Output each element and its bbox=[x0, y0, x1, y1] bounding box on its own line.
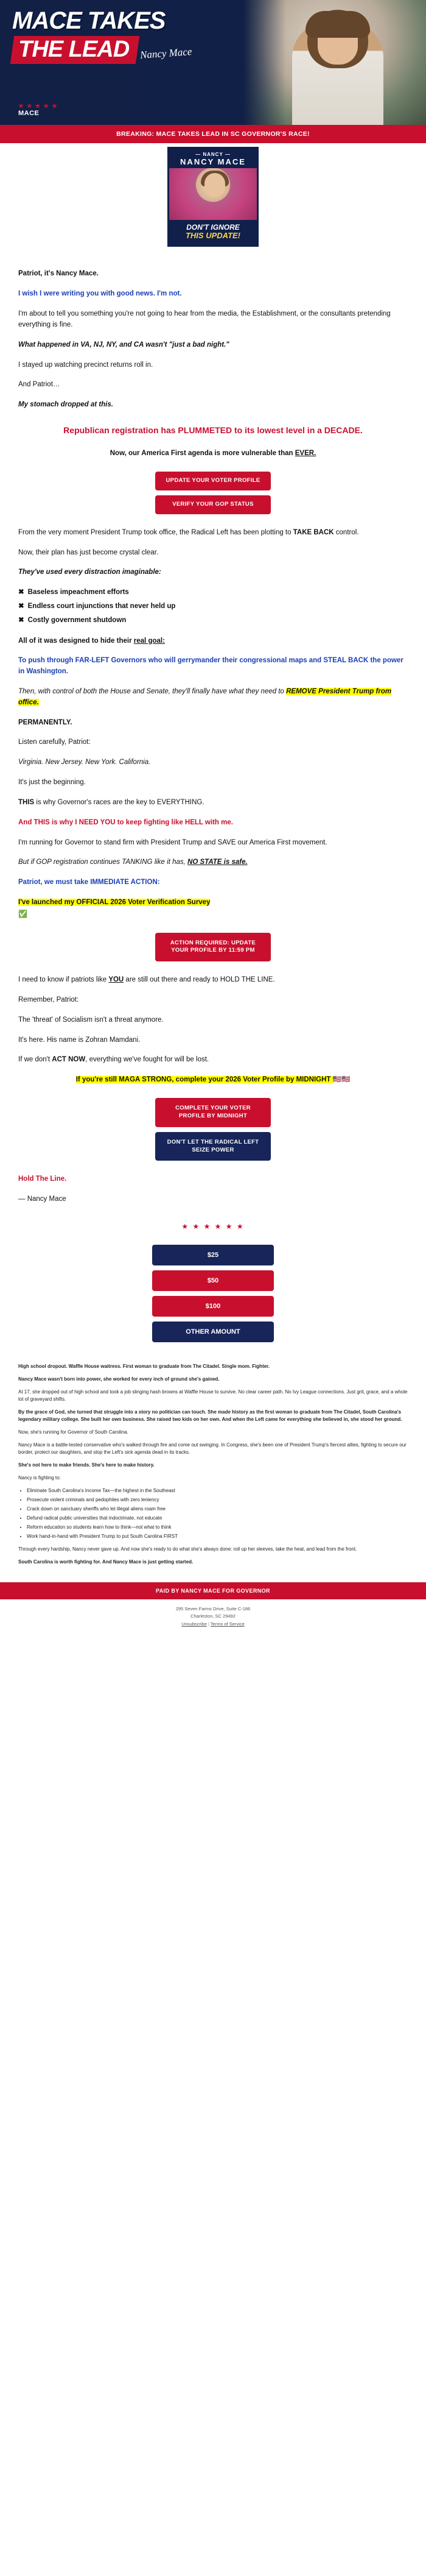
paragraph-19 bbox=[18, 798, 408, 809]
list-item: • Work hand-in-hand with President Trump to put South Carolina FIRST bbox=[27, 1533, 408, 1540]
paragraph-12 bbox=[18, 636, 408, 647]
paragraph-23: Patriot, we must take IMMEDIATE ACTION: bbox=[18, 879, 160, 886]
paragraph-14-highlight: REMOVE President Trump from office. bbox=[18, 688, 392, 706]
action-required-button-line-2: YOUR PROFILE BY 11:59 PM bbox=[171, 947, 255, 954]
paragraph-14-a: Then, with control of both the House and Senate, they'll finally have what they need to bbox=[18, 688, 287, 696]
paragraph-21: I'm running for Governor to stand firm with President Trump and SAVE our America First movement. bbox=[18, 838, 327, 846]
bio-paragraph-8: Nancy is fighting to: bbox=[18, 1474, 61, 1481]
donate-25-button[interactable]: $25 bbox=[152, 1245, 274, 1265]
bio-paragraph-5: Now, she's running for Governor of South Carolina. bbox=[18, 1429, 128, 1435]
distraction-list bbox=[18, 587, 408, 626]
card-caption-line-1: DON'T IGNORE bbox=[186, 223, 240, 232]
hero-line-2-box bbox=[10, 36, 139, 64]
cta-group-2 bbox=[18, 930, 408, 964]
paragraph-15: PERMANENTLY. bbox=[18, 718, 72, 726]
list-item-label: Baseless impeachment efforts bbox=[27, 589, 129, 596]
email-content bbox=[0, 258, 426, 1242]
list-item: • Prosecute violent criminals and pedophiles with zero leniency bbox=[27, 1496, 408, 1504]
paragraph-13: To push through FAR-LEFT Governors who will gerrymander their congressional maps and STEAL BACK the power in Washington. bbox=[18, 657, 403, 676]
hero-photo bbox=[243, 0, 426, 125]
paragraph-16: Listen carefully, Patriot: bbox=[18, 738, 91, 746]
bio-paragraph-3: At 17, she dropped out of high school and took a job slinging hash browns at Waffle House to survive. No clear career path. No Ivy League connections. Just grit, grace, and a whole lot of graveyard shifts. bbox=[18, 1389, 408, 1402]
paragraph-28-a: If we don't bbox=[18, 1056, 52, 1064]
card-caption bbox=[169, 220, 257, 245]
list-item bbox=[18, 615, 408, 626]
list-item: • Reform education so students learn how to think—not what to think bbox=[27, 1524, 408, 1531]
bio-paragraph-10: South Carolina is worth fighting for. And Nancy Mace is just getting started. bbox=[18, 1559, 194, 1565]
footer-city: Charleston, SC 29492 bbox=[190, 1613, 236, 1619]
star-divider: ★ ★ ★ ★ ★ ★ bbox=[181, 1222, 245, 1231]
paragraph-9 bbox=[18, 528, 408, 539]
list-item-label: Costly government shutdown bbox=[27, 616, 127, 624]
bio-paragraph-2: Nancy Mace wasn't born into power, she worked for every inch of ground she's gained. bbox=[18, 1376, 220, 1382]
hero-text bbox=[12, 9, 192, 64]
action-required-button-line-1: ACTION REQUIRED: UPDATE bbox=[170, 939, 256, 946]
paragraph-18: It's just the beginning. bbox=[18, 779, 86, 787]
complete-profile-button-line-2: PROFILE BY MIDNIGHT bbox=[178, 1112, 248, 1119]
list-item bbox=[18, 587, 408, 598]
paragraph-24 bbox=[18, 975, 408, 986]
paragraph-22 bbox=[18, 857, 408, 868]
verify-gop-status-button[interactable]: VERIFY YOUR GOP STATUS bbox=[155, 495, 271, 514]
card-name: NANCY MACE bbox=[180, 157, 246, 166]
hero-banner bbox=[0, 0, 426, 125]
action-required-button[interactable] bbox=[155, 933, 271, 962]
cta-group-1 bbox=[18, 469, 408, 517]
final-cta-flags: 🇺🇸🇺🇸 bbox=[332, 1076, 351, 1084]
paragraph-11: They've used every distraction imaginable: bbox=[18, 568, 161, 576]
card-caption-line-2: THIS UPDATE! bbox=[185, 231, 241, 241]
update-graphic[interactable] bbox=[0, 143, 426, 258]
paragraph-27: It's here. His name is Zohran Mamdani. bbox=[18, 1036, 141, 1044]
cta-group-3 bbox=[18, 1095, 408, 1163]
paragraph-24-a: I need to know if patriots like bbox=[18, 976, 109, 984]
x-mark-icon: ✖ bbox=[18, 602, 24, 610]
candidate-bio bbox=[0, 1361, 426, 1582]
stop-radical-left-button[interactable] bbox=[155, 1132, 271, 1161]
paragraph-4: What happened in VA, NJ, NY, and CA wasn't "just a bad night." bbox=[18, 341, 229, 349]
paragraph-12-b: real goal: bbox=[133, 637, 165, 645]
hero-hair-front bbox=[306, 11, 370, 38]
paragraph-6: And Patriot… bbox=[18, 381, 60, 389]
paragraph-17: Virginia. New Jersey. New York. California. bbox=[18, 759, 151, 766]
survey-announcement bbox=[18, 897, 408, 921]
check-icon: ✅ bbox=[18, 909, 27, 918]
paragraph-3: I'm about to tell you something you're not going to hear from the media, the Establishment, or the consultants pretending everything is fine. bbox=[18, 310, 391, 328]
bio-platform-list bbox=[27, 1487, 408, 1540]
paragraph-26: The 'threat' of Socialism isn't a threat anymore. bbox=[18, 1016, 164, 1024]
footer-address: 295 Seven Farms Drive, Suite C-186 bbox=[175, 1605, 251, 1612]
paragraph-22-b: NO STATE is safe. bbox=[187, 858, 248, 866]
paragraph-25: Remember, Patriot: bbox=[18, 996, 79, 1004]
logo-text: MACE bbox=[18, 110, 40, 117]
list-item: • Crack down on sanctuary sheriffs who let illegal aliens roam free bbox=[27, 1506, 408, 1513]
unsubscribe-link[interactable]: Unsubscribe bbox=[181, 1621, 207, 1627]
breaking-news-bar: BREAKING: MACE TAKES LEAD IN SC GOVERNOR'S RACE! bbox=[0, 125, 426, 143]
bio-paragraph-9: Through every hardship, Nancy never gave up. And now she's ready to do what she's always done: roll up her sleeves, take the heat, and lead from the front. bbox=[18, 1546, 357, 1552]
x-mark-icon: ✖ bbox=[18, 616, 24, 624]
paragraph-8-a: Now, our America First agenda is more vulnerable than bbox=[110, 450, 295, 458]
paragraph-28 bbox=[18, 1055, 408, 1066]
card-photo-face bbox=[204, 173, 225, 197]
donate-100-button[interactable]: $100 bbox=[152, 1296, 274, 1317]
paragraph-24-c: are still out there and ready to HOLD THE LINE. bbox=[124, 976, 275, 984]
terms-of-service-link[interactable]: Terms of Service bbox=[210, 1621, 245, 1627]
final-cta-text bbox=[18, 1075, 408, 1086]
complete-profile-button[interactable] bbox=[155, 1098, 271, 1127]
update-card[interactable] bbox=[167, 147, 259, 247]
paragraph-greeting: Patriot, it's Nancy Mace. bbox=[18, 270, 99, 278]
hero-line-1: MACE TAKES bbox=[12, 7, 166, 34]
paragraph-9-a: From the very moment President Trump took office, the Radical Left has been plotting to bbox=[18, 528, 293, 536]
paragraph-19-a: THIS bbox=[18, 798, 35, 806]
paragraph-8-b: EVER. bbox=[295, 450, 316, 458]
bio-paragraph-4-text: By the grace of God, she turned that struggle into a story no politician can touch. She made history as the first woman to graduate from The Citadel, South Carolina's legendary military college. She built her own business. She raised two kids on her own. And when the Left came for everything she believed in, she stood her ground. bbox=[18, 1409, 402, 1422]
paragraph-2: I wish I were writing you with good news. I'm not. bbox=[18, 290, 182, 298]
footer-links bbox=[0, 1621, 426, 1629]
logo-stars: ★ ★ ★ ★ ★ bbox=[18, 103, 58, 110]
paragraph-28-b: ACT NOW bbox=[52, 1056, 86, 1064]
bio-paragraph-7: She's not here to make friends. She's here to make history. bbox=[18, 1462, 155, 1468]
final-cta-highlight: If you're still MAGA STRONG, complete your 2026 Voter Profile by MIDNIGHT bbox=[75, 1076, 333, 1084]
donate-other-button[interactable]: OTHER AMOUNT bbox=[152, 1322, 274, 1342]
x-mark-icon: ✖ bbox=[18, 589, 24, 596]
hero-signature: Nancy Mace bbox=[139, 46, 193, 61]
bio-paragraph-1: High school dropout. Waffle House waitress. First woman to graduate from The Citadel. Single mom. Fighter. bbox=[18, 1363, 270, 1369]
campaign-logo bbox=[12, 101, 64, 120]
paragraph-19-b: is why Governor's races are the key to EVERYTHING. bbox=[34, 798, 204, 806]
list-item-label: Endless court injunctions that never held up bbox=[27, 602, 176, 610]
update-voter-profile-button[interactable]: UPDATE YOUR VOTER PROFILE bbox=[155, 472, 271, 490]
paid-for-bar: PAID BY NANCY MACE FOR GOVERNOR bbox=[0, 1582, 426, 1599]
paragraph-9-b: TAKE BACK bbox=[293, 528, 334, 536]
footer-separator: | bbox=[208, 1621, 209, 1627]
signature-line: — Nancy Mace bbox=[18, 1195, 66, 1203]
paragraph-20: And THIS is why I NEED YOU to keep fighting like HELL with me. bbox=[18, 818, 233, 826]
survey-announcement-text: I've launched my OFFICIAL 2026 Voter Verification Survey bbox=[18, 898, 211, 906]
card-photo bbox=[169, 168, 257, 220]
email-footer bbox=[0, 1599, 426, 1640]
signoff-line: Hold The Line. bbox=[18, 1175, 67, 1183]
complete-profile-button-line-1: COMPLETE YOUR VOTER bbox=[175, 1105, 251, 1112]
list-item bbox=[18, 601, 408, 612]
paragraph-5: I stayed up watching precinct returns roll in. bbox=[18, 361, 153, 369]
paragraph-14 bbox=[18, 687, 408, 709]
list-item: • Defund radical public universities that indoctrinate, not educate bbox=[27, 1515, 408, 1522]
stop-radical-left-button-line-2: SEIZE POWER bbox=[192, 1146, 234, 1153]
card-name-prefix: — NANCY — bbox=[195, 152, 231, 157]
paragraph-12-a: All of it was designed to hide their bbox=[18, 637, 134, 645]
paragraph-7: My stomach dropped at this. bbox=[18, 401, 113, 409]
stop-radical-left-button-line-1: DON'T LET THE RADICAL LEFT bbox=[167, 1138, 259, 1145]
bio-paragraph-6: Nancy Mace is a battle-tested conservative who's walked through fire and come out swinging. In Congress, she's been one of President Trump's fiercest allies, fighting to secure our border, protect our daughters, and stop the Left's sick agenda dead in its tracks. bbox=[18, 1442, 407, 1455]
alert-headline: Republican registration has PLUMMETED to its lowest level in a DECADE. bbox=[63, 425, 363, 435]
donation-panel bbox=[0, 1242, 426, 1361]
paragraph-24-b: YOU bbox=[108, 976, 124, 984]
paragraph-10: Now, their plan has just become crystal clear. bbox=[18, 548, 159, 556]
bio-paragraph-4 bbox=[18, 1409, 408, 1423]
paragraph-8 bbox=[18, 448, 408, 459]
hero-line-2: THE LEAD bbox=[18, 37, 130, 62]
donate-50-button[interactable]: $50 bbox=[152, 1270, 274, 1291]
paragraph-9-c: control. bbox=[333, 528, 359, 536]
card-header bbox=[169, 149, 257, 168]
list-item: • Eliminate South Carolina's Income Tax—the highest in the Southeast bbox=[27, 1487, 408, 1495]
paragraph-22-a: But if GOP registration continues TANKING like it has, bbox=[18, 858, 188, 866]
paragraph-28-c: , everything we've fought for will be lost. bbox=[85, 1056, 209, 1064]
